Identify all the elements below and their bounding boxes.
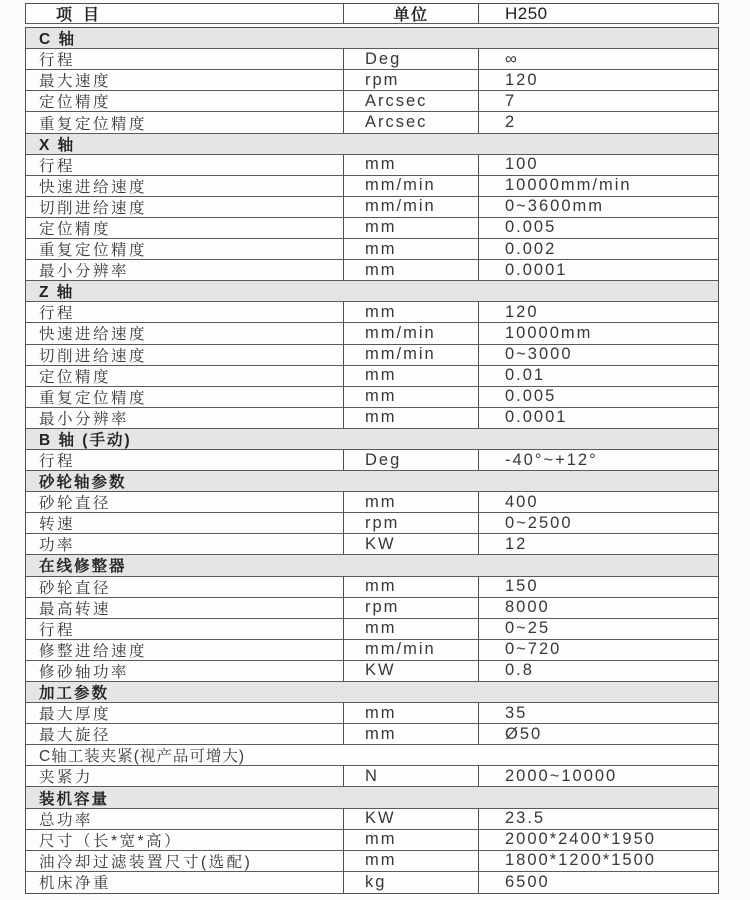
cell-value: 10000mm/min xyxy=(505,176,632,195)
cell-item: 最高转速 xyxy=(26,598,344,618)
section-label: 加工参数 xyxy=(39,685,110,703)
section-label: B 轴 (手动) xyxy=(39,431,132,449)
cell-value: 0.8 xyxy=(505,661,534,680)
cell-item: 定位精度 xyxy=(26,218,344,238)
cell-value: 0.0001 xyxy=(505,408,568,427)
section-label: 装机容量 xyxy=(39,790,110,808)
cell-unit: N xyxy=(344,766,479,786)
cell-unit: KW xyxy=(344,661,479,681)
cell-unit: mm xyxy=(344,492,479,512)
section-label: C 轴 xyxy=(39,31,77,49)
cell-value: 0~3600mm xyxy=(505,197,605,216)
table-row xyxy=(26,155,718,176)
cell-unit: mm xyxy=(344,155,479,175)
cell-item: 重复定位精度 xyxy=(26,112,344,132)
cell-value: 2000~10000 xyxy=(505,766,618,785)
table-row xyxy=(26,239,718,260)
cell-unit: mm xyxy=(344,851,479,871)
spec-table-body xyxy=(25,27,719,894)
cell-item: 砂轮直径 xyxy=(26,492,344,512)
cell-unit: Arcsec xyxy=(344,91,479,111)
table-row xyxy=(26,176,718,197)
cell-item: 快速进给速度 xyxy=(26,176,344,196)
table-row xyxy=(26,49,718,70)
header-model-column: H250 xyxy=(505,4,548,23)
cell-value: 7 xyxy=(505,91,517,110)
cell-value: 12 xyxy=(505,534,528,553)
table-row xyxy=(26,703,718,724)
cell-value: ∞ xyxy=(505,49,519,68)
cell-value: Ø50 xyxy=(505,724,543,743)
cell-unit: mm/min xyxy=(344,197,479,217)
cell-value: 2 xyxy=(505,113,517,132)
cell-unit: mm/min xyxy=(344,323,479,343)
cell-value: 0~2500 xyxy=(505,513,573,532)
cell-value: 0.005 xyxy=(505,218,557,237)
full-row-label: C轴工装夹紧(视产品可增大) xyxy=(39,748,246,766)
table-row xyxy=(26,218,718,239)
table-row xyxy=(26,197,718,218)
cell-item: 总功率 xyxy=(26,809,344,829)
cell-unit: mm/min xyxy=(344,345,479,365)
cell-unit: rpm xyxy=(344,70,479,90)
cell-item: 修砂轴功率 xyxy=(26,661,344,681)
cell-item: 最大速度 xyxy=(26,70,344,90)
table-row xyxy=(26,830,718,851)
cell-item: 最小分辨率 xyxy=(26,260,344,280)
table-row xyxy=(26,724,718,745)
cell-unit: mm xyxy=(344,218,479,238)
cell-item: 行程 xyxy=(26,450,344,470)
cell-value: 0~720 xyxy=(505,640,562,659)
section-row xyxy=(26,28,718,49)
section-label: 在线修整器 xyxy=(39,558,127,576)
cell-unit: mm/min xyxy=(344,640,479,660)
cell-value: 2000*2400*1950 xyxy=(505,830,656,849)
table-row xyxy=(26,450,718,471)
cell-item: 定位精度 xyxy=(26,91,344,111)
table-row xyxy=(26,366,718,387)
cell-value: 35 xyxy=(505,703,528,722)
full-width-row xyxy=(26,745,718,766)
cell-item: 油冷却过滤装置尺寸(选配) xyxy=(26,851,344,871)
cell-item: 最小分辨率 xyxy=(26,408,344,428)
cell-unit: KW xyxy=(344,534,479,554)
table-header-row xyxy=(25,3,719,24)
cell-item: 转速 xyxy=(26,513,344,533)
table-row xyxy=(26,112,718,133)
table-row xyxy=(26,577,718,598)
table-row xyxy=(26,513,718,534)
table-row xyxy=(26,408,718,429)
cell-unit: mm xyxy=(344,703,479,723)
cell-unit: mm xyxy=(344,577,479,597)
cell-value: 0~25 xyxy=(505,619,551,638)
section-label: X 轴 xyxy=(39,136,76,154)
cell-item: 行程 xyxy=(26,302,344,322)
table-row xyxy=(26,534,718,555)
cell-unit: Arcsec xyxy=(344,112,479,132)
section-row xyxy=(26,682,718,703)
cell-unit: Deg xyxy=(344,450,479,470)
cell-value: 0.005 xyxy=(505,387,557,406)
section-row xyxy=(26,471,718,492)
cell-unit: mm xyxy=(344,302,479,322)
table-row xyxy=(26,387,718,408)
section-row xyxy=(26,555,718,576)
cell-unit: Deg xyxy=(344,49,479,69)
table-row xyxy=(26,345,718,366)
cell-unit: mm xyxy=(344,408,479,428)
cell-value: 10000mm xyxy=(505,323,593,342)
spec-table xyxy=(25,3,719,894)
section-row xyxy=(26,429,718,450)
cell-unit: mm xyxy=(344,387,479,407)
cell-item: 行程 xyxy=(26,49,344,69)
section-row xyxy=(26,281,718,302)
cell-unit: mm xyxy=(344,724,479,744)
table-row xyxy=(26,851,718,872)
cell-item: 定位精度 xyxy=(26,366,344,386)
table-row xyxy=(26,619,718,640)
table-row xyxy=(26,91,718,112)
table-row xyxy=(26,640,718,661)
cell-item: 砂轮直径 xyxy=(26,577,344,597)
cell-unit: mm xyxy=(344,366,479,386)
table-row xyxy=(26,598,718,619)
cell-value: -40°~+12° xyxy=(505,450,598,469)
cell-item: 修整进给速度 xyxy=(26,640,344,660)
cell-item: 行程 xyxy=(26,155,344,175)
table-row xyxy=(26,302,718,323)
cell-item: 重复定位精度 xyxy=(26,387,344,407)
table-row xyxy=(26,872,718,893)
header-item-column: 项目 xyxy=(26,4,344,23)
cell-item: 切削进给速度 xyxy=(26,345,344,365)
cell-unit: KW xyxy=(344,809,479,829)
cell-value: 6500 xyxy=(505,872,550,891)
table-row xyxy=(26,809,718,830)
cell-unit: mm xyxy=(344,830,479,850)
cell-item: 最大厚度 xyxy=(26,703,344,723)
cell-item: 功率 xyxy=(26,534,344,554)
cell-unit: mm xyxy=(344,619,479,639)
cell-item: 尺寸（长*宽*高） xyxy=(26,830,344,850)
cell-value: 400 xyxy=(505,492,539,511)
cell-value: 120 xyxy=(505,302,539,321)
cell-unit: mm/min xyxy=(344,176,479,196)
table-row xyxy=(26,492,718,513)
table-row xyxy=(26,260,718,281)
cell-value: 120 xyxy=(505,70,539,89)
cell-item: 切削进给速度 xyxy=(26,197,344,217)
section-row xyxy=(26,134,718,155)
cell-unit: rpm xyxy=(344,598,479,618)
table-row xyxy=(26,70,718,91)
cell-value: 23.5 xyxy=(505,809,546,828)
cell-unit: kg xyxy=(344,872,479,893)
cell-item: 重复定位精度 xyxy=(26,239,344,259)
cell-unit: mm xyxy=(344,239,479,259)
cell-unit: rpm xyxy=(344,513,479,533)
cell-item: 快速进给速度 xyxy=(26,323,344,343)
cell-value: 0.0001 xyxy=(505,260,568,279)
cell-value: 8000 xyxy=(505,598,550,617)
section-label: Z 轴 xyxy=(39,284,75,302)
table-row xyxy=(26,661,718,682)
cell-item: 行程 xyxy=(26,619,344,639)
cell-value: 0.01 xyxy=(505,366,546,385)
header-unit-column: 单位 xyxy=(344,4,479,23)
table-row xyxy=(26,323,718,344)
cell-item: 夹紧力 xyxy=(26,766,344,786)
section-label: 砂轮轴参数 xyxy=(39,474,127,492)
cell-unit: mm xyxy=(344,260,479,280)
section-row xyxy=(26,787,718,808)
cell-item: 最大旋径 xyxy=(26,724,344,744)
cell-item: 机床净重 xyxy=(26,872,344,893)
cell-value: 150 xyxy=(505,577,539,596)
cell-value: 1800*1200*1500 xyxy=(505,851,656,870)
cell-value: 100 xyxy=(505,155,539,174)
cell-value: 0.002 xyxy=(505,239,557,258)
table-row xyxy=(26,766,718,787)
cell-value: 0~3000 xyxy=(505,345,573,364)
